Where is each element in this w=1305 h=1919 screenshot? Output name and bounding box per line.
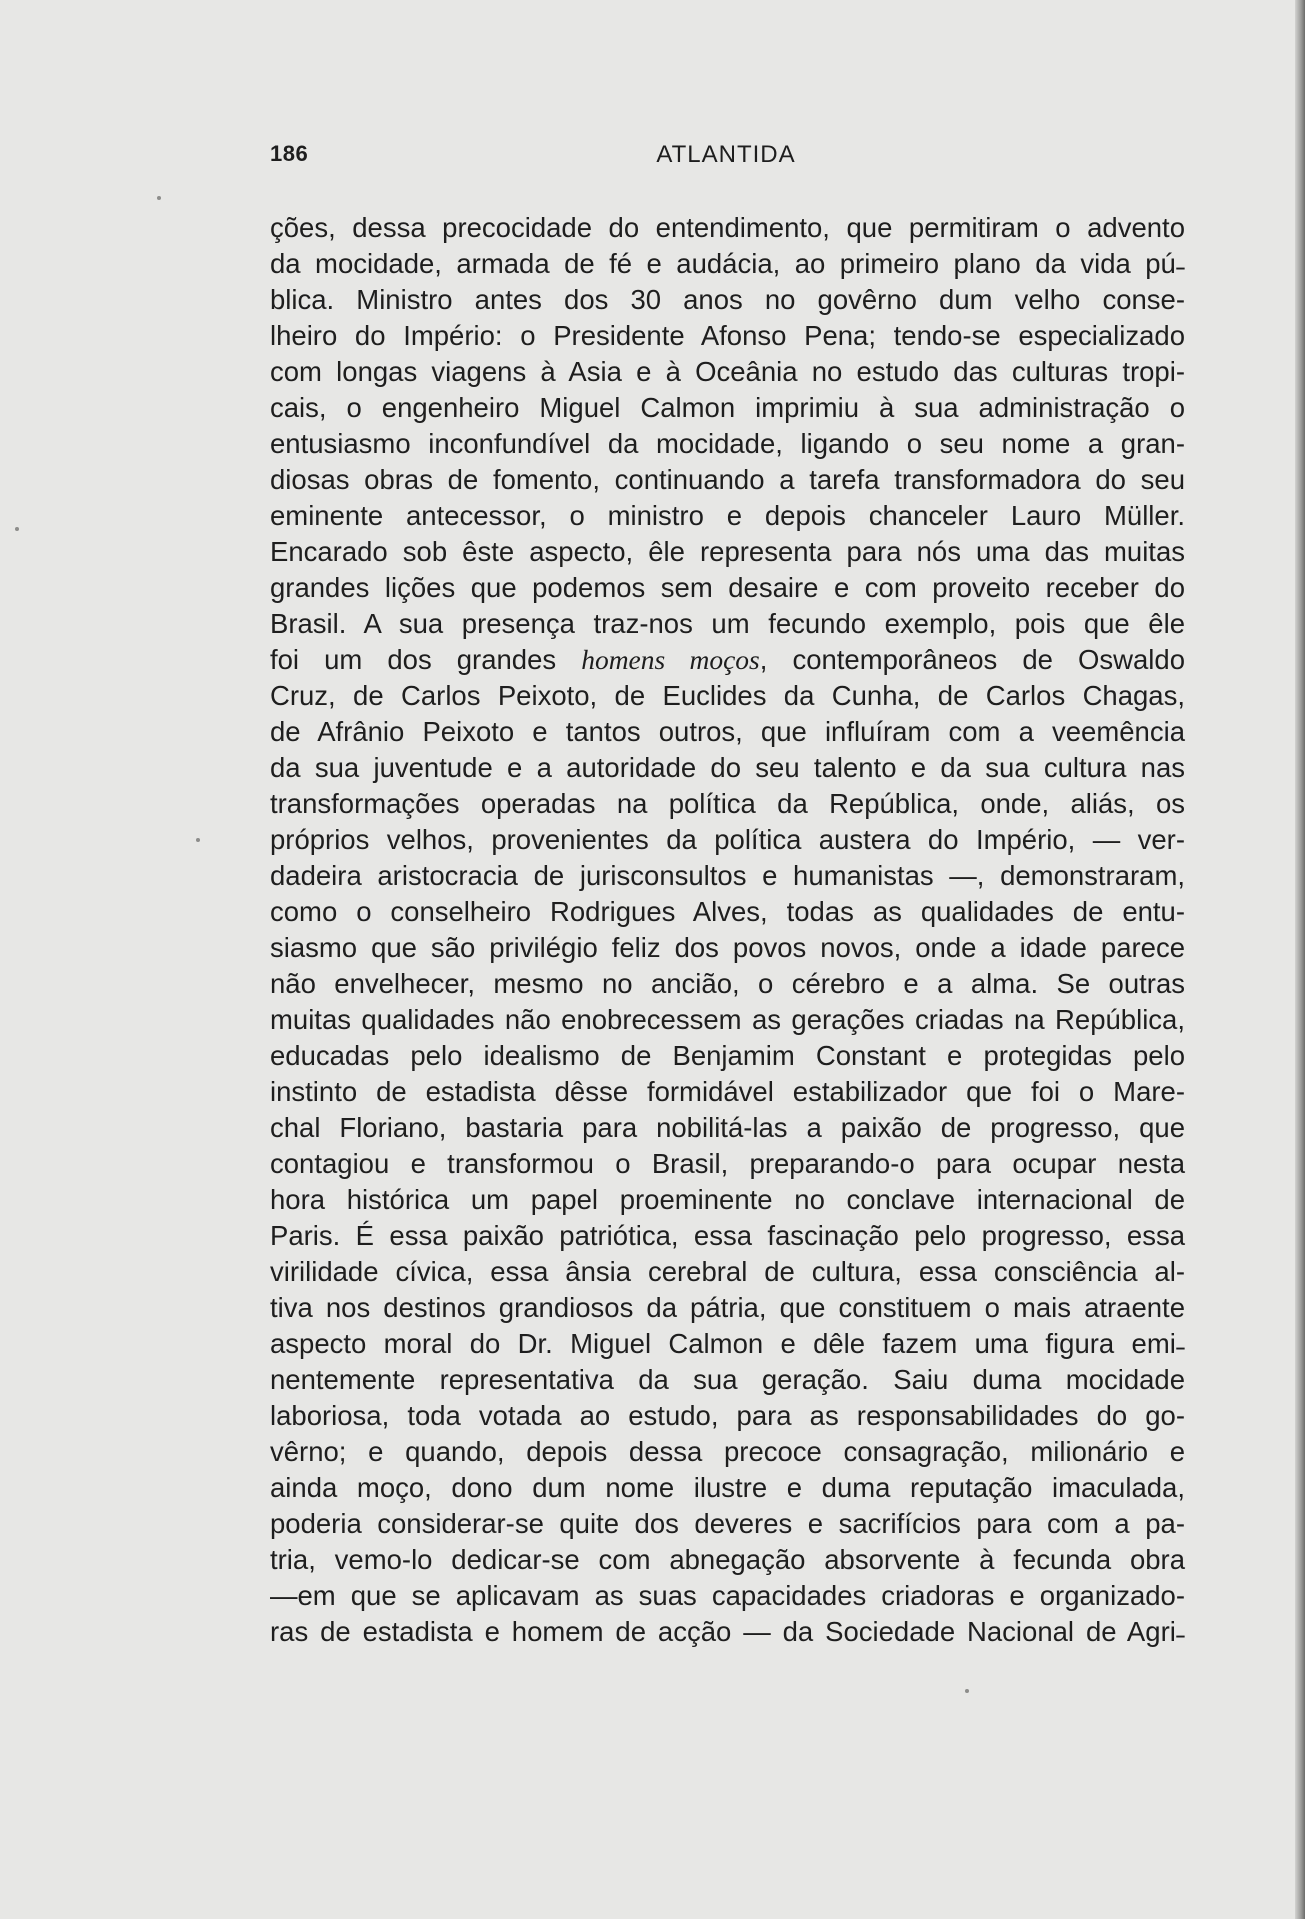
text-line-content: contagiou e transformou o Brasil, preparando-o para ocupar nesta <box>270 1148 1185 1179</box>
text-line <box>270 930 1185 966</box>
text-line-content: da mocidade, armada de fé e audácia, ao primeiro plano da vida pú˗ <box>270 248 1185 279</box>
text-line <box>270 1542 1185 1578</box>
text-line <box>270 1326 1185 1362</box>
text-line-content: —em que se aplicavam as suas capacidades criadoras e organizado- <box>270 1580 1185 1611</box>
text-line <box>270 570 1185 606</box>
text-line-content: siasmo que são privilégio feliz dos povos novos, onde a idade parece <box>270 932 1185 963</box>
text-line-content: laboriosa, toda votada ao estudo, para as responsabilidades do go- <box>270 1400 1185 1431</box>
text-line-content: eminente antecessor, o ministro e depois chanceler Lauro Müller. <box>270 500 1185 531</box>
text-line <box>270 786 1185 822</box>
text-line <box>270 894 1185 930</box>
text-line <box>270 678 1185 714</box>
page-number: 186 <box>270 141 309 166</box>
text-line <box>270 246 1185 282</box>
text-line <box>270 1002 1185 1038</box>
text-line-content: vêrno; e quando, depois dessa precoce consagração, milionário e <box>270 1436 1185 1467</box>
text-line-content: virilidade cívica, essa ânsia cerebral de cultura, essa consciência al- <box>270 1256 1185 1287</box>
text-line-content: muitas qualidades não enobrecessem as gerações criadas na República, <box>270 1004 1185 1035</box>
body-paragraph <box>270 210 1185 1650</box>
text-line <box>270 1398 1185 1434</box>
text-line <box>270 1470 1185 1506</box>
text-line <box>270 714 1185 750</box>
text-line <box>270 1614 1185 1650</box>
text-line-content: poderia considerar-se quite dos deveres e sacrifícios para com a pa- <box>270 1508 1185 1539</box>
text-line-content: ainda moço, dono dum nome ilustre e duma reputação imaculada, <box>270 1472 1185 1503</box>
text-line <box>270 1182 1185 1218</box>
page-edge <box>1295 0 1305 1919</box>
paper-speck <box>965 1689 969 1693</box>
text-line-content: aspecto moral do Dr. Miguel Calmon e dêle fazem uma figura emi˗ <box>270 1328 1185 1359</box>
text-line <box>270 1218 1185 1254</box>
text-line-content: da sua juventude e a autoridade do seu talento e da sua cultura nas <box>270 752 1185 783</box>
italic-phrase: homens moços <box>581 644 760 675</box>
text-line <box>270 642 1185 678</box>
text-line-content: tria, vemo-lo dedicar-se com abnegação absorvente à fecunda obra <box>270 1544 1185 1575</box>
page-header <box>270 141 1182 175</box>
text-line-content <box>270 642 1185 678</box>
text-line <box>270 1146 1185 1182</box>
text-line <box>270 534 1185 570</box>
text-line-content: entusiasmo inconfundível da mocidade, ligando o seu nome a gran- <box>270 428 1185 459</box>
text-line-content: Encarado sob êste aspecto, êle representa para nós uma das muitas <box>270 536 1185 567</box>
text-line-content: educadas pelo idealismo de Benjamim Constant e protegidas pelo <box>270 1040 1185 1071</box>
text-line <box>270 1074 1185 1110</box>
text-line <box>270 426 1185 462</box>
text-line <box>270 1362 1185 1398</box>
text-segment: , contemporâneos de Oswaldo <box>759 644 1185 675</box>
paper-speck <box>15 527 19 531</box>
text-line <box>270 1254 1185 1290</box>
text-line <box>270 822 1185 858</box>
text-line-content: instinto de estadista dêsse formidável estabilizador que foi o Mare- <box>270 1076 1185 1107</box>
text-line <box>270 1038 1185 1074</box>
running-title: ATLANTIDA <box>656 141 796 168</box>
text-line <box>270 966 1185 1002</box>
text-line-content: ções, dessa precocidade do entendimento, que permitiram o advento <box>270 212 1185 243</box>
text-line <box>270 1578 1185 1614</box>
paper-speck <box>157 196 161 200</box>
text-line-content: de Afrânio Peixoto e tantos outros, que influíram com a veemência <box>270 716 1185 747</box>
text-line-content: com longas viagens à Asia e à Oceânia no estudo das culturas tropi- <box>270 356 1185 387</box>
text-line <box>270 210 1185 246</box>
text-line-content: transformações operadas na política da República, onde, aliás, os <box>270 788 1185 819</box>
text-line <box>270 1434 1185 1470</box>
text-line <box>270 282 1185 318</box>
text-line-content: cais, o engenheiro Miguel Calmon imprimiu à sua administração o <box>270 392 1185 423</box>
text-line-content: grandes lições que podemos sem desaire e com proveito receber do <box>270 572 1185 603</box>
text-line-content: Paris. É essa paixão patriótica, essa fascinação pelo progresso, essa <box>270 1220 1185 1251</box>
text-line-content: blica. Ministro antes dos 30 anos no govêrno dum velho conse- <box>270 284 1185 315</box>
text-line <box>270 462 1185 498</box>
text-line-content: como o conselheiro Rodrigues Alves, todas as qualidades de entu- <box>270 896 1185 927</box>
text-line <box>270 354 1185 390</box>
text-line-content: não envelhecer, mesmo no ancião, o cérebro e a alma. Se outras <box>270 968 1185 999</box>
text-line-content: nentemente representativa da sua geração. Saiu duma mocidade <box>270 1364 1185 1395</box>
text-line <box>270 498 1185 534</box>
text-line-content: hora histórica um papel proeminente no conclave internacional de <box>270 1184 1185 1215</box>
text-line-content: próprios velhos, provenientes da política austera do Império, — ver- <box>270 824 1185 855</box>
text-line <box>270 750 1185 786</box>
text-line-content: dadeira aristocracia de jurisconsultos e humanistas —, demonstraram, <box>270 860 1185 891</box>
text-line-content: Cruz, de Carlos Peixoto, de Euclides da Cunha, de Carlos Chagas, <box>270 680 1185 711</box>
text-segment: foi um dos grandes <box>270 644 582 675</box>
text-line-content: tiva nos destinos grandiosos da pátria, que constituem o mais atraente <box>270 1292 1185 1323</box>
text-line <box>270 1110 1185 1146</box>
text-line <box>270 606 1185 642</box>
text-line <box>270 1506 1185 1542</box>
text-line-content: Brasil. A sua presença traz-nos um fecundo exemplo, pois que êle <box>270 608 1185 639</box>
text-line <box>270 318 1185 354</box>
text-line-content: diosas obras de fomento, continuando a tarefa transformadora do seu <box>270 464 1185 495</box>
text-line-content: lheiro do Império: o Presidente Afonso Pena; tendo-se especializado <box>270 320 1185 351</box>
text-line-content: ras de estadista e homem de acção — da Sociedade Nacional de Agri˗ <box>270 1616 1185 1647</box>
text-line <box>270 1290 1185 1326</box>
text-line-content: chal Floriano, bastaria para nobilitá-las a paixão de progresso, que <box>270 1112 1185 1143</box>
text-line <box>270 858 1185 894</box>
text-line <box>270 390 1185 426</box>
paper-speck <box>196 838 200 842</box>
